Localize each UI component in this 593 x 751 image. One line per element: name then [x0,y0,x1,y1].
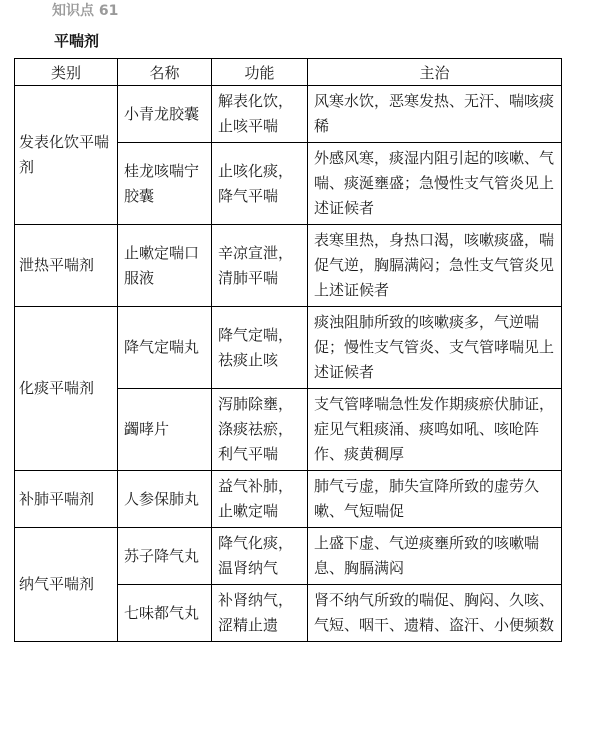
table-header-row [15,59,562,86]
category-cell: 补肺平喘剂 [15,471,118,528]
table-row [15,528,562,585]
function-cell: 止咳化痰，降气平喘 [212,143,308,225]
header-function: 功能 [212,59,308,86]
indication-cell: 风寒水饮，恶寒发热、无汗、喘咳痰稀 [308,86,562,143]
category-cell: 发表化饮平喘剂 [15,86,118,225]
function-cell: 补肾纳气，涩精止遗 [212,585,308,642]
name-cell: 降气定喘丸 [118,307,212,389]
function-cell: 解表化饮，止咳平喘 [212,86,308,143]
category-cell: 泄热平喘剂 [15,225,118,307]
section-title: 平喘剂 [54,32,100,50]
header-name: 名称 [118,59,212,86]
indication-cell: 痰浊阻肺所致的咳嗽痰多，气逆喘促；慢性支气管炎、支气管哮喘见上述证候者 [308,307,562,389]
category-cell: 纳气平喘剂 [15,528,118,642]
category-cell: 化痰平喘剂 [15,307,118,471]
function-cell: 泻肺除壅，涤痰祛瘀，利气平喘 [212,389,308,471]
indication-cell: 上盛下虚、气逆痰壅所致的咳嗽喘息、胸膈满闷 [308,528,562,585]
name-cell: 人参保肺丸 [118,471,212,528]
function-cell: 降气定喘，祛痰止咳 [212,307,308,389]
table-row [15,307,562,389]
table-row [15,471,562,528]
table-row [15,86,562,143]
name-cell: 止嗽定喘口服液 [118,225,212,307]
indication-cell: 肾不纳气所致的喘促、胸闷、久咳、气短、咽干、遗精、盗汗、小便频数 [308,585,562,642]
indication-cell: 支气管哮喘急性发作期痰瘀伏肺证，症见气粗痰涌、痰鸣如吼、咳呛阵作、痰黄稠厚 [308,389,562,471]
indication-cell: 表寒里热，身热口渴，咳嗽痰盛，喘促气逆，胸膈满闷；急性支气管炎见上述证候者 [308,225,562,307]
name-cell: 桂龙咳喘宁胶囊 [118,143,212,225]
table-row [15,225,562,307]
name-cell: 小青龙胶囊 [118,86,212,143]
indication-cell: 肺气亏虚，肺失宣降所致的虚劳久嗽、气短喘促 [308,471,562,528]
header-category: 类别 [15,59,118,86]
name-cell: 七味都气丸 [118,585,212,642]
name-cell: 苏子降气丸 [118,528,212,585]
name-cell: 蠲哮片 [118,389,212,471]
indication-cell: 外感风寒，痰湿内阻引起的咳嗽、气喘、痰涎壅盛；急慢性支气管炎见上述证候者 [308,143,562,225]
function-cell: 辛凉宣泄，清肺平喘 [212,225,308,307]
knowledge-point-label: 知识点 61 [52,3,119,19]
function-cell: 益气补肺，止嗽定喘 [212,471,308,528]
formula-table [14,58,562,642]
header-indication: 主治 [308,59,562,86]
function-cell: 降气化痰，温肾纳气 [212,528,308,585]
